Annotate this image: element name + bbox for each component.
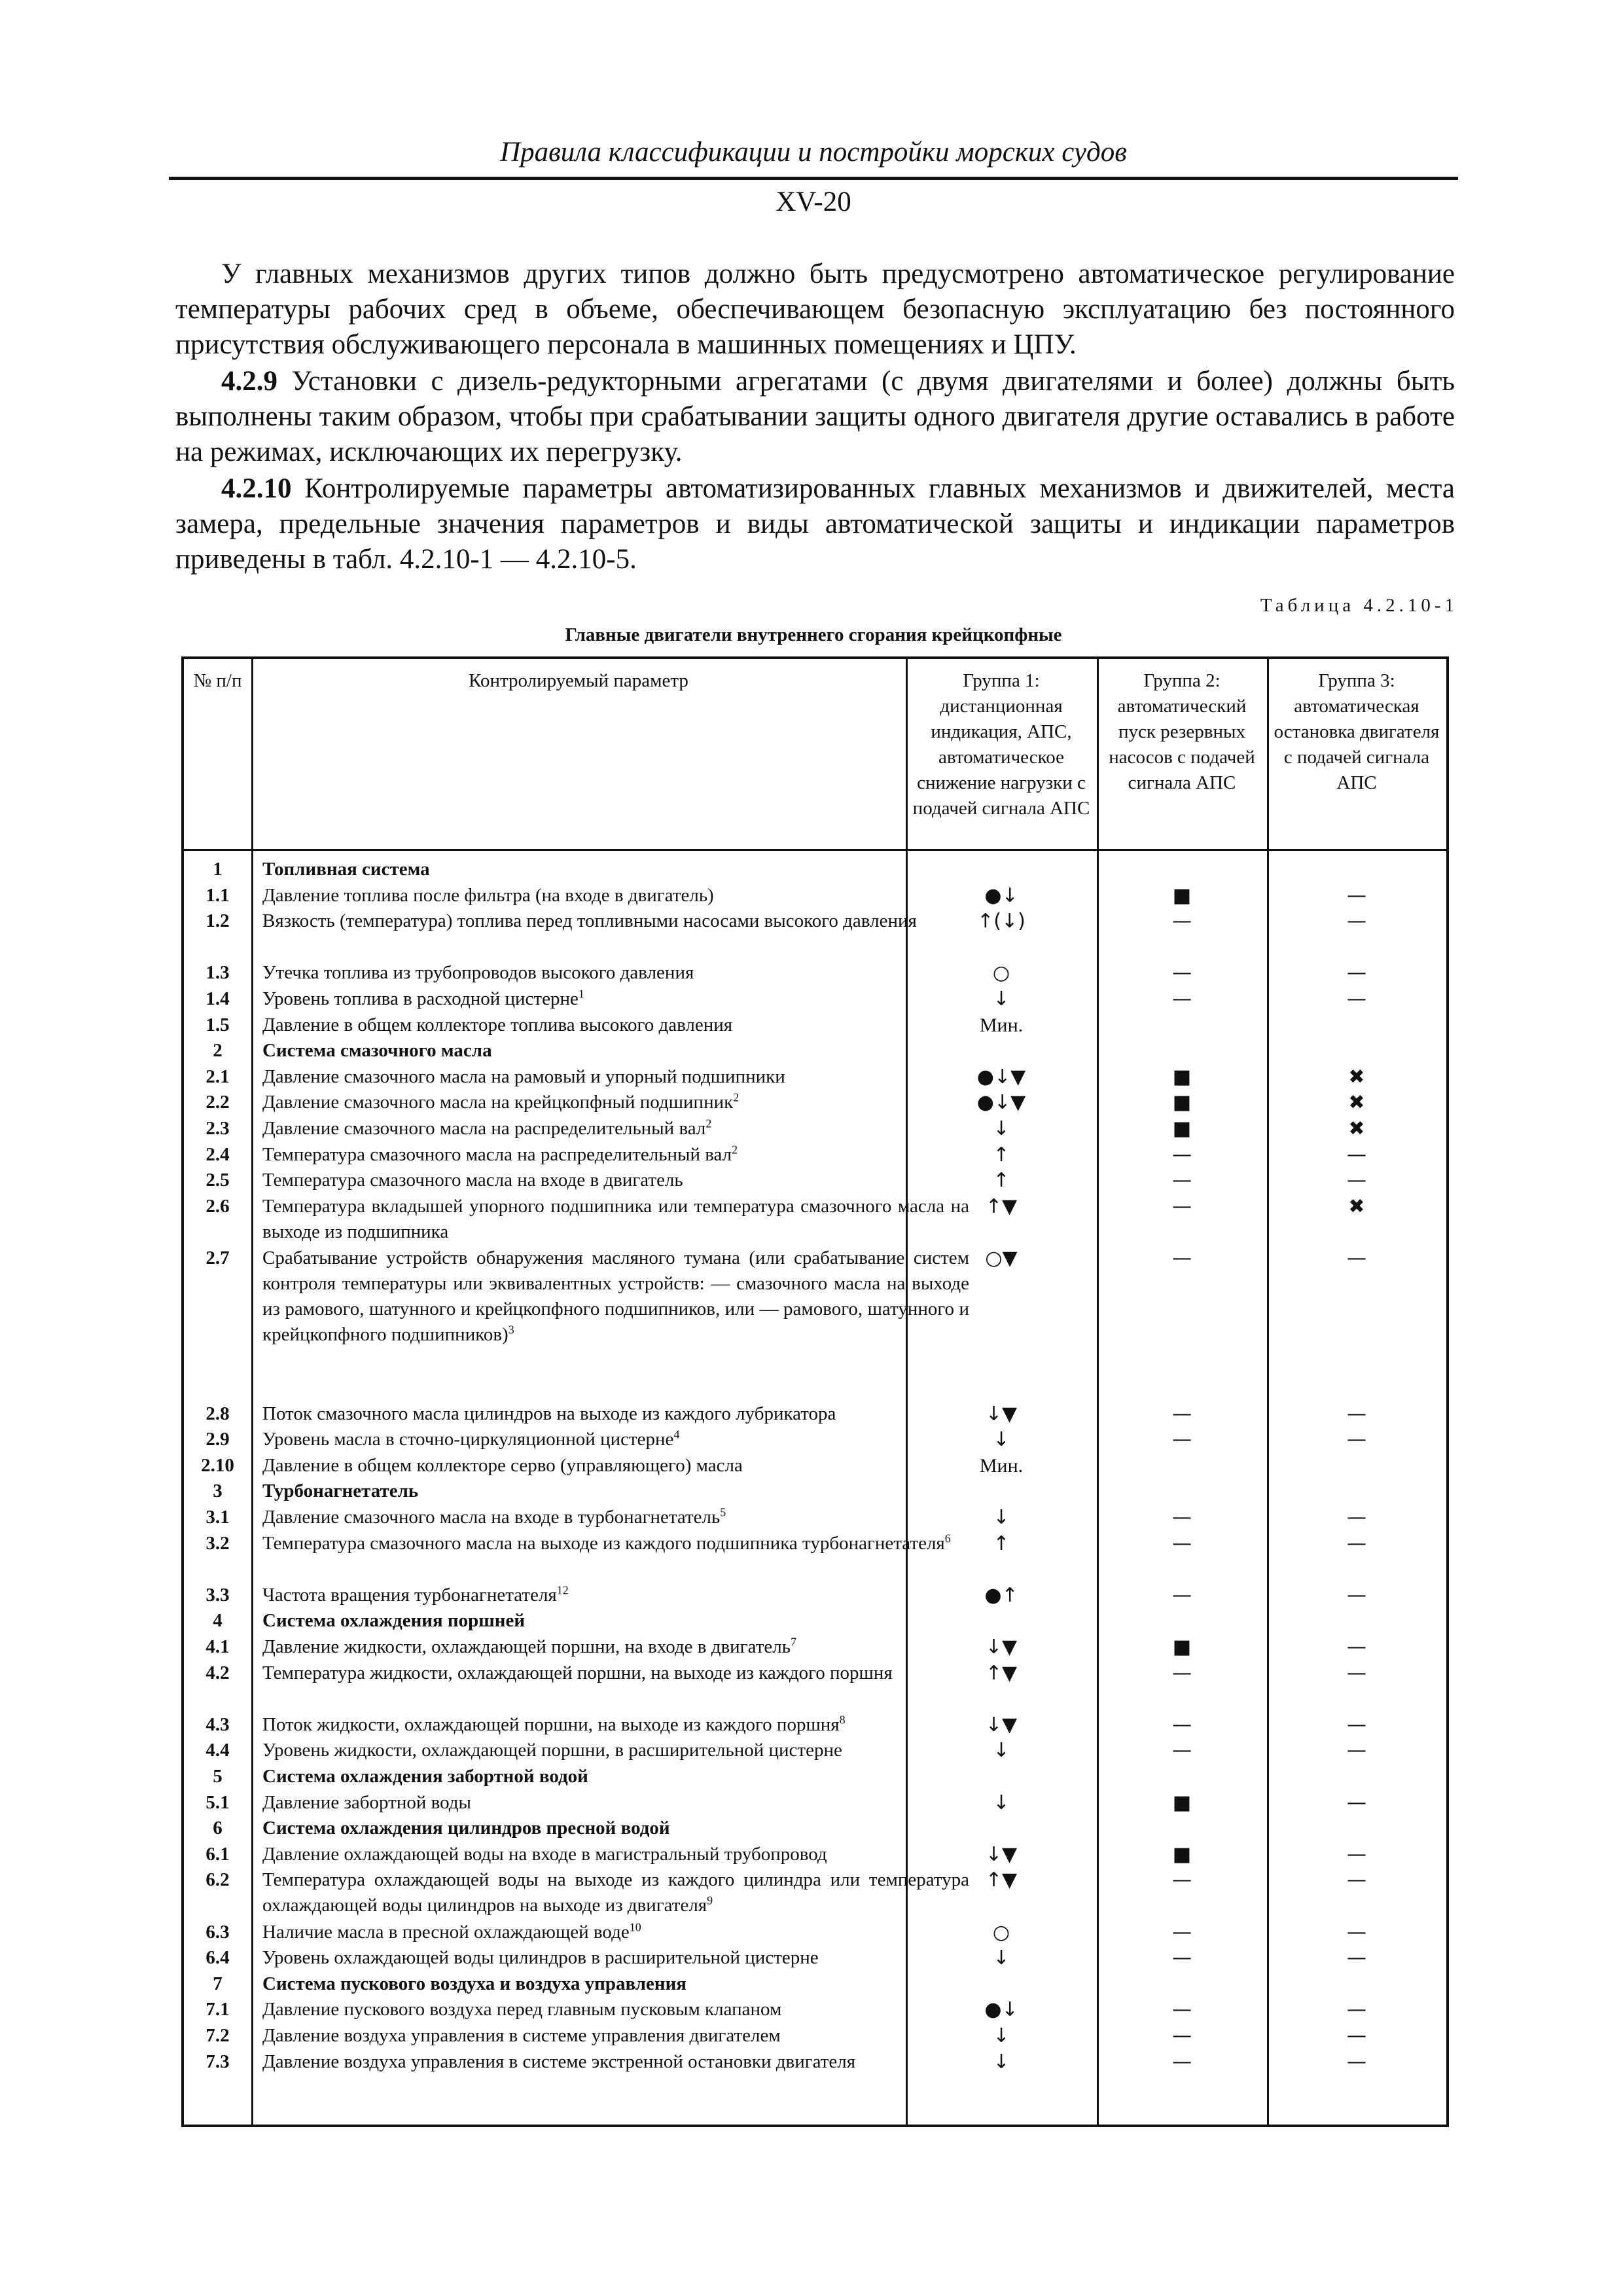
- group-1-symbol: Мин.: [979, 1014, 1024, 1036]
- paragraph-4-2-10: 4.2.10 Контролируемые параметры автоматизированных главных механизмов и движителей, места замера, предельные значения параметров и виды автоматической защиты и индикации параметров приведены в табл. 4.2.10-1 — 4.2.10-5.: [175, 473, 1455, 575]
- group-3-symbol: —: [1347, 1583, 1366, 1607]
- group-2-symbol: —: [1172, 1402, 1192, 1426]
- page-number: XV-20: [776, 187, 851, 217]
- group-3-symbol: —: [1347, 2050, 1366, 2073]
- group-2-symbol: ■: [1172, 1117, 1192, 1140]
- table-row: [184, 1194, 1446, 1246]
- row-number: 2.9: [205, 1429, 230, 1450]
- parameter-text: Наличие масла в пресной охлаждающей воде$^{10}$: [262, 1920, 641, 1943]
- group-1-symbol: ↓▼: [985, 1402, 1018, 1426]
- table-row: [184, 1142, 1446, 1168]
- paragraph-4-2-9: 4.2.9 Установки с дизель-редукторными агрегатами (с двумя двигателями и более) должны быть выполнены таким образом, чтобы при срабатывании защиты одного двигателя другие оставались в работе на режимах, исключающих их перегрузку.: [175, 366, 1455, 467]
- group-1-symbol: ↓: [993, 1506, 1010, 1529]
- table-row: [184, 1997, 1446, 2023]
- group-2-symbol: ■: [1172, 1842, 1192, 1866]
- footnote-ref: 12: [556, 1583, 569, 1597]
- group-2-symbol: —: [1172, 1869, 1192, 1892]
- footnote-ref: 1: [578, 987, 584, 1001]
- parameter-text: Поток смазочного масла цилиндров на выходе из каждого лубрикатора: [262, 1403, 836, 1424]
- group-3-symbol: —: [1347, 1998, 1366, 2022]
- group-2-symbol: —: [1172, 1920, 1192, 1944]
- row-number: 7.2: [205, 2025, 230, 2046]
- group-3-symbol: —: [1347, 1402, 1366, 1426]
- row-number: 7: [213, 1973, 223, 1994]
- parameter-text: Топливная система: [262, 859, 430, 880]
- row-number: 4: [213, 1610, 223, 1632]
- row-number: 1.2: [205, 910, 230, 932]
- row-number: 6.4: [205, 1947, 230, 1969]
- table-row: [184, 1712, 1446, 1738]
- table-row: [184, 1427, 1446, 1453]
- group-2-symbol: —: [1172, 1946, 1192, 1970]
- group-3-symbol: —: [1347, 1428, 1366, 1452]
- group-3-symbol: —: [1347, 1946, 1366, 1970]
- group-2-symbol: ■: [1172, 884, 1192, 907]
- row-number: 1: [213, 859, 223, 880]
- group-3-symbol: —: [1347, 1739, 1366, 1763]
- group-1-symbol: ↑(↓): [977, 910, 1026, 933]
- group-1-symbol: ●↑: [984, 1583, 1018, 1607]
- row-number: 7.1: [205, 1999, 230, 2020]
- group-1-symbol: ○: [992, 961, 1010, 985]
- parameter-text: Давление смазочного масла на распределительный вал$^2$: [262, 1117, 712, 1139]
- row-number: 4.2: [205, 1662, 230, 1683]
- parameter-text: Система охлаждения забортной водой: [262, 1766, 588, 1787]
- row-number: 6.1: [205, 1843, 230, 1865]
- body-text: [175, 257, 1455, 579]
- group-3-symbol: —: [1347, 1920, 1366, 1944]
- group-2-symbol: —: [1172, 1583, 1192, 1607]
- parameter-text: Давление забортной воды: [262, 1791, 472, 1813]
- group-3-symbol: —: [1347, 1661, 1366, 1685]
- footnote-ref: 5: [720, 1505, 726, 1519]
- group-3-symbol: ✖: [1348, 1194, 1365, 1218]
- group-2-symbol: —: [1172, 1143, 1192, 1166]
- parameter-text: Уровень жидкости, охлаждающей поршни, в расширительной цистерне: [262, 1740, 842, 1761]
- group-1-symbol: ↓: [993, 2050, 1010, 2073]
- row-number: 2.4: [205, 1143, 230, 1165]
- parameter-text: Температура жидкости, охлаждающей поршни, на выходе из каждого поршня: [262, 1662, 893, 1683]
- footnote-ref: 9: [707, 1893, 713, 1907]
- parameter-text: Срабатывание устройств обнаружения масляного тумана (или срабатывание систем контроля температуры или эквивалентных устройств: — смазочного масла на выходе из рамового, шатунного и крейцкопфного подшипников, или — рамового, шатунного и крейцкопфного подшипников)$^3$: [262, 1247, 969, 1345]
- group-1-symbol: ↓: [993, 988, 1010, 1011]
- row-number: 2.5: [205, 1170, 230, 1191]
- group-2-symbol: —: [1172, 1428, 1192, 1452]
- row-number: 2.8: [205, 1403, 230, 1424]
- table-row: [184, 1064, 1446, 1090]
- group-2-symbol: —: [1172, 1532, 1192, 1555]
- parameter-text: Температура вкладышей упорного подшипника или температура смазочного масла на выходе из подшипника: [262, 1195, 969, 1242]
- group-3-symbol: —: [1347, 1842, 1366, 1866]
- parameter-text: Вязкость (температура) топлива перед топливными насосами высокого давления: [262, 910, 917, 932]
- group-3-symbol: ✖: [1348, 1065, 1365, 1088]
- table-row: [184, 1090, 1446, 1116]
- group-1-symbol: ●↓: [984, 1998, 1018, 2022]
- parameter-text: Поток жидкости, охлаждающей поршни, на выходе из каждого поршня$^8$: [262, 1713, 846, 1735]
- group-1-symbol: ↓▼: [985, 1713, 1018, 1736]
- table-row: [184, 2023, 1446, 2049]
- row-number: 4.3: [205, 1713, 230, 1735]
- group-3-symbol: —: [1347, 1791, 1366, 1814]
- table-row: [184, 1401, 1446, 1427]
- group-2-symbol: —: [1172, 1506, 1192, 1529]
- group-1-symbol: ↑▼: [985, 1661, 1018, 1685]
- group-2-symbol: —: [1172, 2024, 1192, 2047]
- group-3-symbol: —: [1347, 1713, 1366, 1736]
- row-number: 3.1: [205, 1507, 230, 1528]
- parameter-text: Температура смазочного масла на распределительный вал$^2$: [262, 1142, 738, 1165]
- footnote-ref: 8: [839, 1713, 846, 1727]
- parameters-table: [181, 656, 1449, 2127]
- parameter-text: Утечка топлива из трубопроводов высокого давления: [262, 962, 694, 984]
- table-row: [184, 1505, 1446, 1531]
- parameter-text: Давление в общем коллекторе серво (управляющего) масла: [262, 1454, 743, 1476]
- parameter-text: Система охлаждения цилиндров пресной водой: [262, 1818, 670, 1839]
- group-3-symbol: —: [1347, 2024, 1366, 2047]
- parameter-text: Температура смазочного масла на выходе из каждого подшипника турбонагнетателя$^6$: [262, 1531, 951, 1554]
- header-group-3: Группа 3: автоматическая остановка двигателя с подачей сигнала АПС: [1274, 670, 1440, 793]
- footnote-ref: 2: [705, 1117, 712, 1130]
- paragraph: У главных механизмов других типов должно быть предусмотрено автоматическое регулирование температуры рабочих сред в объеме, обеспечивающем безопасную эксплуатацию без постоянного присутствия обслуживающего персонала в машинных помещениях и ЦПУ.: [175, 259, 1455, 360]
- parameter-text: Уровень топлива в расходной цистерне$^1$: [262, 987, 584, 1009]
- group-2-symbol: —: [1172, 1661, 1192, 1685]
- group-1-symbol: ↓▼: [985, 1842, 1018, 1866]
- group-2-symbol: —: [1172, 1194, 1192, 1218]
- table-row: [184, 1583, 1446, 1609]
- table-row: [184, 1738, 1446, 1764]
- parameter-text: Давление охлаждающей воды на входе в магистральный трубопровод: [262, 1843, 827, 1865]
- clause-number: 4.2.10: [221, 473, 292, 504]
- header-rule: [169, 177, 1458, 180]
- group-3-symbol: —: [1347, 1636, 1366, 1659]
- header-divider: [184, 849, 1446, 851]
- footnote-ref: 6: [944, 1531, 951, 1545]
- section-row: [184, 1764, 1446, 1790]
- footnote-ref: 10: [629, 1920, 641, 1933]
- footnote-ref: 3: [508, 1323, 514, 1336]
- group-2-symbol: ■: [1172, 1091, 1192, 1115]
- group-1-symbol: ○▼: [985, 1247, 1018, 1270]
- section-row: [184, 857, 1446, 883]
- group-3-symbol: ✖: [1348, 1091, 1365, 1115]
- table-row: [184, 1790, 1446, 1816]
- group-1-symbol: ↑▼: [985, 1869, 1018, 1892]
- running-header-title: Правила классификации и постройки морских судов: [500, 137, 1127, 168]
- parameter-text: Система смазочного масла: [262, 1040, 492, 1062]
- group-3-symbol: —: [1347, 1169, 1366, 1193]
- footnote-ref: 2: [732, 1142, 738, 1156]
- group-1-symbol: ↓▼: [985, 1636, 1018, 1659]
- parameter-text: Система пускового воздуха и воздуха управления: [262, 1973, 687, 1994]
- table-row: [184, 960, 1446, 986]
- parameter-text: Давление топлива после фильтра (на входе в двигатель): [262, 884, 714, 906]
- group-3-symbol: —: [1347, 1247, 1366, 1270]
- group-1-symbol: ↓: [993, 1739, 1010, 1763]
- row-number: 1.5: [205, 1014, 230, 1035]
- parameter-text: Уровень охлаждающей воды цилиндров в расширительной цистерне: [262, 1947, 819, 1969]
- row-number: 5.1: [205, 1791, 230, 1813]
- group-3-symbol: —: [1347, 1532, 1366, 1555]
- parameter-text: Частота вращения турбонагнетателя$^{12}$: [262, 1583, 569, 1605]
- header-group-2: Группа 2: автоматический пуск резервных насосов с подачей сигнала АПС: [1109, 670, 1255, 793]
- group-1-symbol: ↓: [993, 2024, 1010, 2047]
- parameter-text: Давление смазочного масла на рамовый и упорный подшипники: [262, 1066, 785, 1087]
- row-number: 1.1: [205, 884, 230, 906]
- group-2-symbol: ■: [1172, 1791, 1192, 1814]
- table-row: [184, 1920, 1446, 1946]
- parameter-text: Давление жидкости, охлаждающей поршни, на входе в двигатель$^7$: [262, 1635, 796, 1657]
- group-3-symbol: —: [1347, 961, 1366, 985]
- group-1-symbol: ●↓: [984, 884, 1018, 907]
- parameter-text: Давление пускового воздуха перед главным пусковым клапаном: [262, 1999, 782, 2020]
- section-row: [184, 1971, 1446, 1998]
- parameter-text: Температура смазочного масла на входе в двигатель: [262, 1170, 683, 1191]
- section-row: [184, 1479, 1446, 1505]
- table-row: [184, 1842, 1446, 1868]
- table-title: Главные двигатели внутреннего сгорания крейцкопфные: [565, 624, 1062, 645]
- group-2-symbol: ■: [1172, 1065, 1192, 1088]
- group-2-symbol: —: [1172, 1739, 1192, 1763]
- group-3-symbol: —: [1347, 884, 1366, 907]
- group-1-symbol: ↑▼: [985, 1194, 1018, 1218]
- table-row: [184, 1246, 1446, 1401]
- group-2-symbol: —: [1172, 2050, 1192, 2073]
- row-number: 3.3: [205, 1584, 230, 1605]
- parameter-text: Уровень масла в сточно-циркуляционной цистерне$^4$: [262, 1427, 680, 1450]
- table-row: [184, 1013, 1446, 1039]
- row-number: 1.4: [205, 988, 230, 1009]
- parameter-text: Давление воздуха управления в системе экстренной остановки двигателя: [262, 2051, 856, 2072]
- group-2-symbol: —: [1172, 910, 1192, 933]
- header-group-1: Группа 1: дистанционная индикация, АПС, автоматическое снижение нагрузки с подачей сигнала АПС: [912, 670, 1090, 819]
- table-row: [184, 1453, 1446, 1479]
- footnote-ref: 2: [733, 1090, 740, 1104]
- group-3-symbol: —: [1347, 1143, 1366, 1166]
- section-row: [184, 1038, 1446, 1064]
- group-3-symbol: ✖: [1348, 1117, 1365, 1140]
- group-1-symbol: ●↓▼: [976, 1065, 1026, 1088]
- group-1-symbol: ↑: [993, 1169, 1010, 1193]
- row-number: 2.7: [205, 1247, 230, 1268]
- row-number: 2.2: [205, 1092, 230, 1113]
- row-number: 3.2: [205, 1532, 230, 1554]
- table-row: [184, 986, 1446, 1013]
- clause-number: 4.2.9: [221, 366, 277, 397]
- row-number: 4.1: [205, 1636, 230, 1657]
- table-caption: Таблица 4.2.10-1: [1260, 595, 1458, 616]
- group-3-symbol: —: [1347, 988, 1366, 1011]
- row-number: 3: [213, 1480, 223, 1502]
- table-row: [184, 1867, 1446, 1919]
- row-number: 7.3: [205, 2051, 230, 2072]
- group-2-symbol: —: [1172, 988, 1192, 1011]
- parameter-text: Давление смазочного масла на крейцкопфный подшипник$^2$: [262, 1090, 740, 1113]
- row-number: 2.1: [205, 1066, 230, 1087]
- row-number: 6: [213, 1818, 223, 1839]
- row-number: 2.10: [201, 1454, 234, 1476]
- table-row: [184, 1116, 1446, 1142]
- row-number: 2.6: [205, 1195, 230, 1217]
- parameter-text: Турбонагнетатель: [262, 1480, 419, 1502]
- parameter-text: Давление воздуха управления в системе управления двигателем: [262, 2025, 781, 2046]
- group-1-symbol: ↓: [993, 1117, 1010, 1140]
- table-row: [184, 2049, 1446, 2101]
- row-number: 6.2: [205, 1869, 230, 1891]
- table-row: [184, 1634, 1446, 1660]
- footnote-ref: 4: [673, 1427, 680, 1441]
- section-row: [184, 1608, 1446, 1634]
- group-2-symbol: —: [1172, 961, 1192, 985]
- group-1-symbol: ↓: [993, 1791, 1010, 1814]
- group-2-symbol: ■: [1172, 1636, 1192, 1659]
- group-2-symbol: —: [1172, 1713, 1192, 1736]
- parameter-text: Система охлаждения поршней: [262, 1610, 526, 1632]
- group-3-symbol: —: [1347, 910, 1366, 933]
- group-3-symbol: —: [1347, 1506, 1366, 1529]
- parameter-text: Температура охлаждающей воды на выходе из каждого цилиндра или температура охлаждающей воды цилиндров на выходе из двигателя$^9$: [262, 1869, 969, 1916]
- group-1-symbol: ●↓▼: [976, 1091, 1026, 1115]
- table-row: [184, 1168, 1446, 1194]
- table-row: [184, 908, 1446, 960]
- group-2-symbol: —: [1172, 1998, 1192, 2022]
- group-2-symbol: —: [1172, 1247, 1192, 1270]
- header-param: Контролируемый параметр: [469, 670, 688, 691]
- group-1-symbol: ↓: [993, 1946, 1010, 1970]
- group-1-symbol: ↑: [993, 1532, 1010, 1555]
- row-number: 5: [213, 1766, 223, 1787]
- header-num: № п/п: [193, 670, 242, 691]
- row-number: 4.4: [205, 1740, 230, 1761]
- row-number: 2.3: [205, 1118, 230, 1139]
- row-number: 1.3: [205, 962, 230, 984]
- parameter-text: Давление смазочного масла на входе в турбонагнетатель$^5$: [262, 1505, 726, 1528]
- section-row: [184, 1816, 1446, 1842]
- table-row: [184, 1945, 1446, 1971]
- table-row: [184, 1660, 1446, 1712]
- parameter-text: Давление в общем коллекторе топлива высокого давления: [262, 1014, 733, 1035]
- group-2-symbol: —: [1172, 1169, 1192, 1193]
- table-row: [184, 1531, 1446, 1583]
- group-1-symbol: ↓: [993, 1428, 1010, 1452]
- group-1-symbol: ↑: [993, 1143, 1010, 1166]
- row-number: 2: [213, 1040, 223, 1062]
- footnote-ref: 7: [790, 1635, 796, 1649]
- table-row: [184, 883, 1446, 909]
- row-number: 6.3: [205, 1921, 230, 1943]
- group-1-symbol: Мин.: [979, 1454, 1024, 1477]
- group-1-symbol: ○: [992, 1920, 1010, 1944]
- group-3-symbol: —: [1347, 1869, 1366, 1892]
